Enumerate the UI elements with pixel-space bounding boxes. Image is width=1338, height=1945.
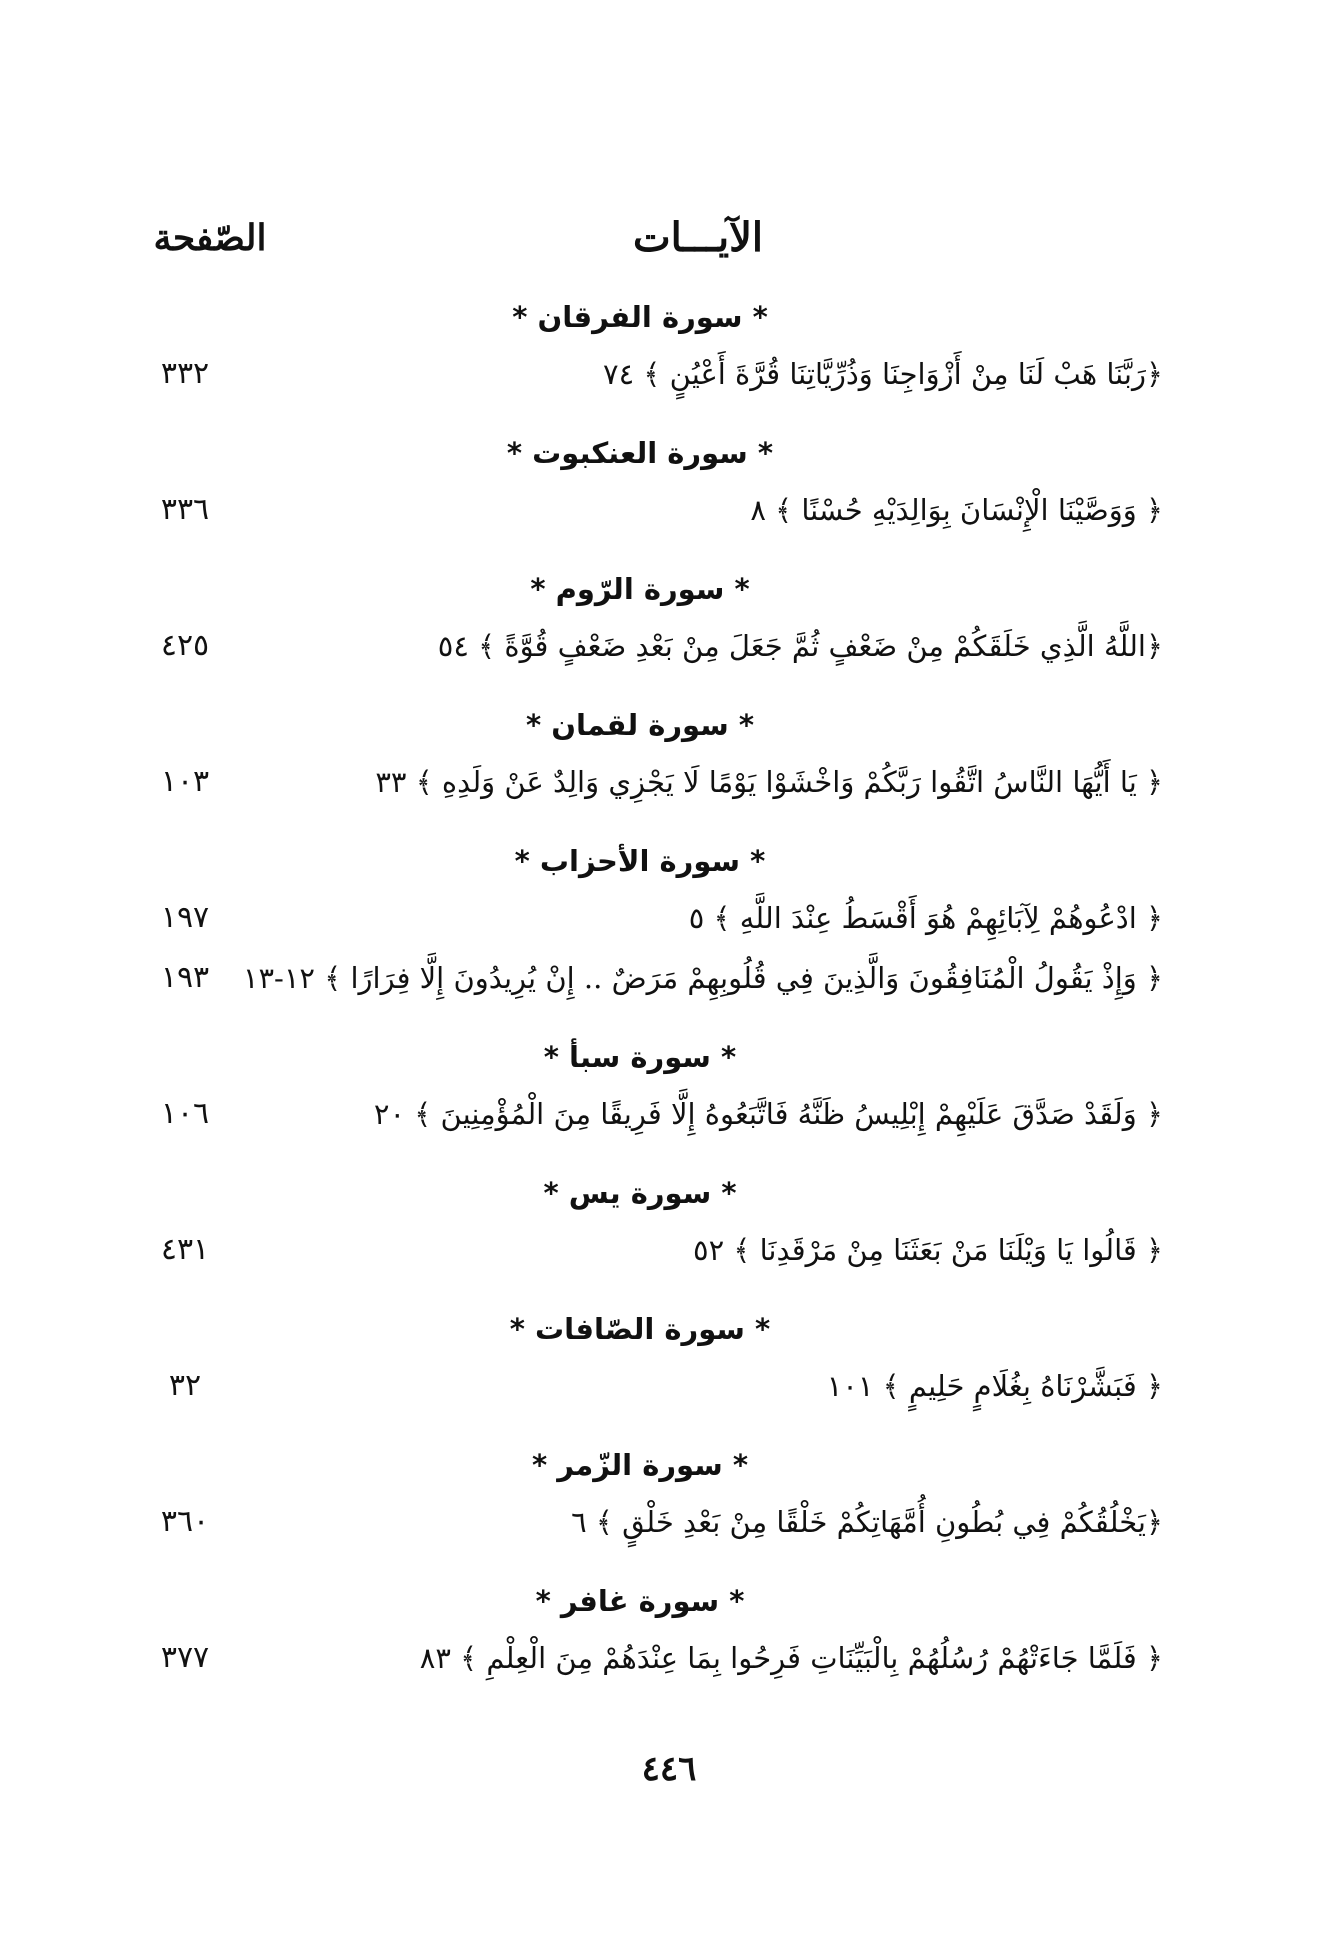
verse-row [0, 344, 1338, 404]
page-number: ٣٢ [168, 1368, 202, 1403]
verse-text: ﴿ ادْعُوهُمْ لِآبَائِهِمْ هُوَ أَقْسَطُ عِنْدَ اللَّهِ ﴾ ٥ [688, 901, 1163, 935]
verse-row [0, 1084, 1338, 1144]
surah-heading: * سورة الأحزاب * [514, 844, 766, 878]
page-number: ٤٣١ [160, 1232, 210, 1267]
verse-row [0, 948, 1338, 1008]
table-header [0, 208, 1338, 268]
verse-text: ﴿ وَإِذْ يَقُولُ الْمُنَافِقُونَ وَالَّذِينَ فِي قُلُوبِهِمْ مَرَضٌ .. إِنْ يُرِيدُونَ إِلَّا فِرَارًا ﴾ ١٢-١٣ [242, 961, 1163, 995]
verse-row [0, 752, 1338, 812]
page-number: ٤٢٥ [160, 628, 210, 663]
surah-heading: * سورة يس * [543, 1176, 737, 1210]
verse-row [0, 1220, 1338, 1280]
verse-text: ﴿ قَالُوا يَا وَيْلَنَا مَنْ بَعَثَنَا مِنْ مَرْقَدِنَا ﴾ ٥٢ [693, 1233, 1163, 1267]
verse-text: ﴿يَخْلُقُكُمْ فِي بُطُونِ أُمَّهَاتِكُمْ خَلْقًا مِنْ بَعْدِ خَلْقٍ ﴾ ٦ [571, 1505, 1163, 1539]
surah-heading: * سورة الرّوم * [530, 572, 750, 606]
verse-row [0, 480, 1338, 540]
verse-row [0, 616, 1338, 676]
surah-heading: * سورة الصّافات * [509, 1312, 771, 1346]
page-number: ٣٧٧ [160, 1640, 210, 1675]
surah-heading: * سورة سبأ * [543, 1040, 737, 1074]
page-number: ١٩٧ [160, 900, 210, 935]
verse-text: ﴿اللَّهُ الَّذِي خَلَقَكُمْ مِنْ ضَعْفٍ ثُمَّ جَعَلَ مِنْ بَعْدِ ضَعْفٍ قُوَّةً ﴾ ٥٤ [437, 629, 1163, 663]
column-header-page: الصّفحة [153, 217, 267, 259]
verse-text: ﴿ وَلَقَدْ صَدَّقَ عَلَيْهِمْ إِبْلِيسُ ظَنَّهُ فَاتَّبَعُوهُ إِلَّا فَرِيقًا مِنَ الْمُؤْمِنِينَ ﴾ ٢٠ [373, 1097, 1163, 1131]
verse-row [0, 888, 1338, 948]
footer-page-number: ٤٤٦ [641, 1749, 697, 1789]
page-number: ١٠٦ [160, 1096, 210, 1131]
verse-text: ﴿رَبَّنَا هَبْ لَنَا مِنْ أَزْوَاجِنَا وَذُرِّيَّاتِنَا قُرَّةَ أَعْيُنٍ ﴾ ٧٤ [603, 357, 1163, 391]
surah-heading: * سورة الزّمر * [532, 1448, 748, 1482]
surah-heading: * سورة غافر * [535, 1584, 745, 1618]
surah-heading: * سورة لقمان * [526, 708, 754, 742]
page-number: ١٠٣ [160, 764, 210, 799]
page-number: ٣٣٢ [160, 356, 210, 391]
verse-text: ﴿ وَوَصَّيْنَا الْإِنْسَانَ بِوَالِدَيْهِ حُسْنًا ﴾ ٨ [750, 493, 1163, 527]
page-number: ١٩٣ [160, 960, 210, 995]
page-number: ٣٦٠ [160, 1504, 210, 1539]
verse-text: ﴿ فَلَمَّا جَاءَتْهُمْ رُسُلُهُمْ بِالْبَيِّنَاتِ فَرِحُوا بِمَا عِنْدَهُمْ مِنَ الْعِلْمِ ﴾ ٨٣ [419, 1641, 1163, 1675]
verse-text: ﴿ فَبَشَّرْنَاهُ بِغُلَامٍ حَلِيمٍ ﴾ ١٠١ [826, 1369, 1163, 1403]
surah-heading: * سورة العنكبوت * [506, 436, 774, 470]
surah-heading: * سورة الفرقان * [512, 300, 768, 334]
page-number: ٣٣٦ [160, 492, 210, 527]
column-header-verses: الآيـــات [632, 214, 764, 261]
verse-row [0, 1356, 1338, 1416]
verse-row [0, 1628, 1338, 1688]
verse-text: ﴿ يَا أَيُّهَا النَّاسُ اتَّقُوا رَبَّكُمْ وَاخْشَوْا يَوْمًا لَا يَجْزِي وَالِدٌ عَنْ وَلَدِهِ ﴾ ٣٣ [375, 765, 1163, 799]
verse-row [0, 1492, 1338, 1552]
